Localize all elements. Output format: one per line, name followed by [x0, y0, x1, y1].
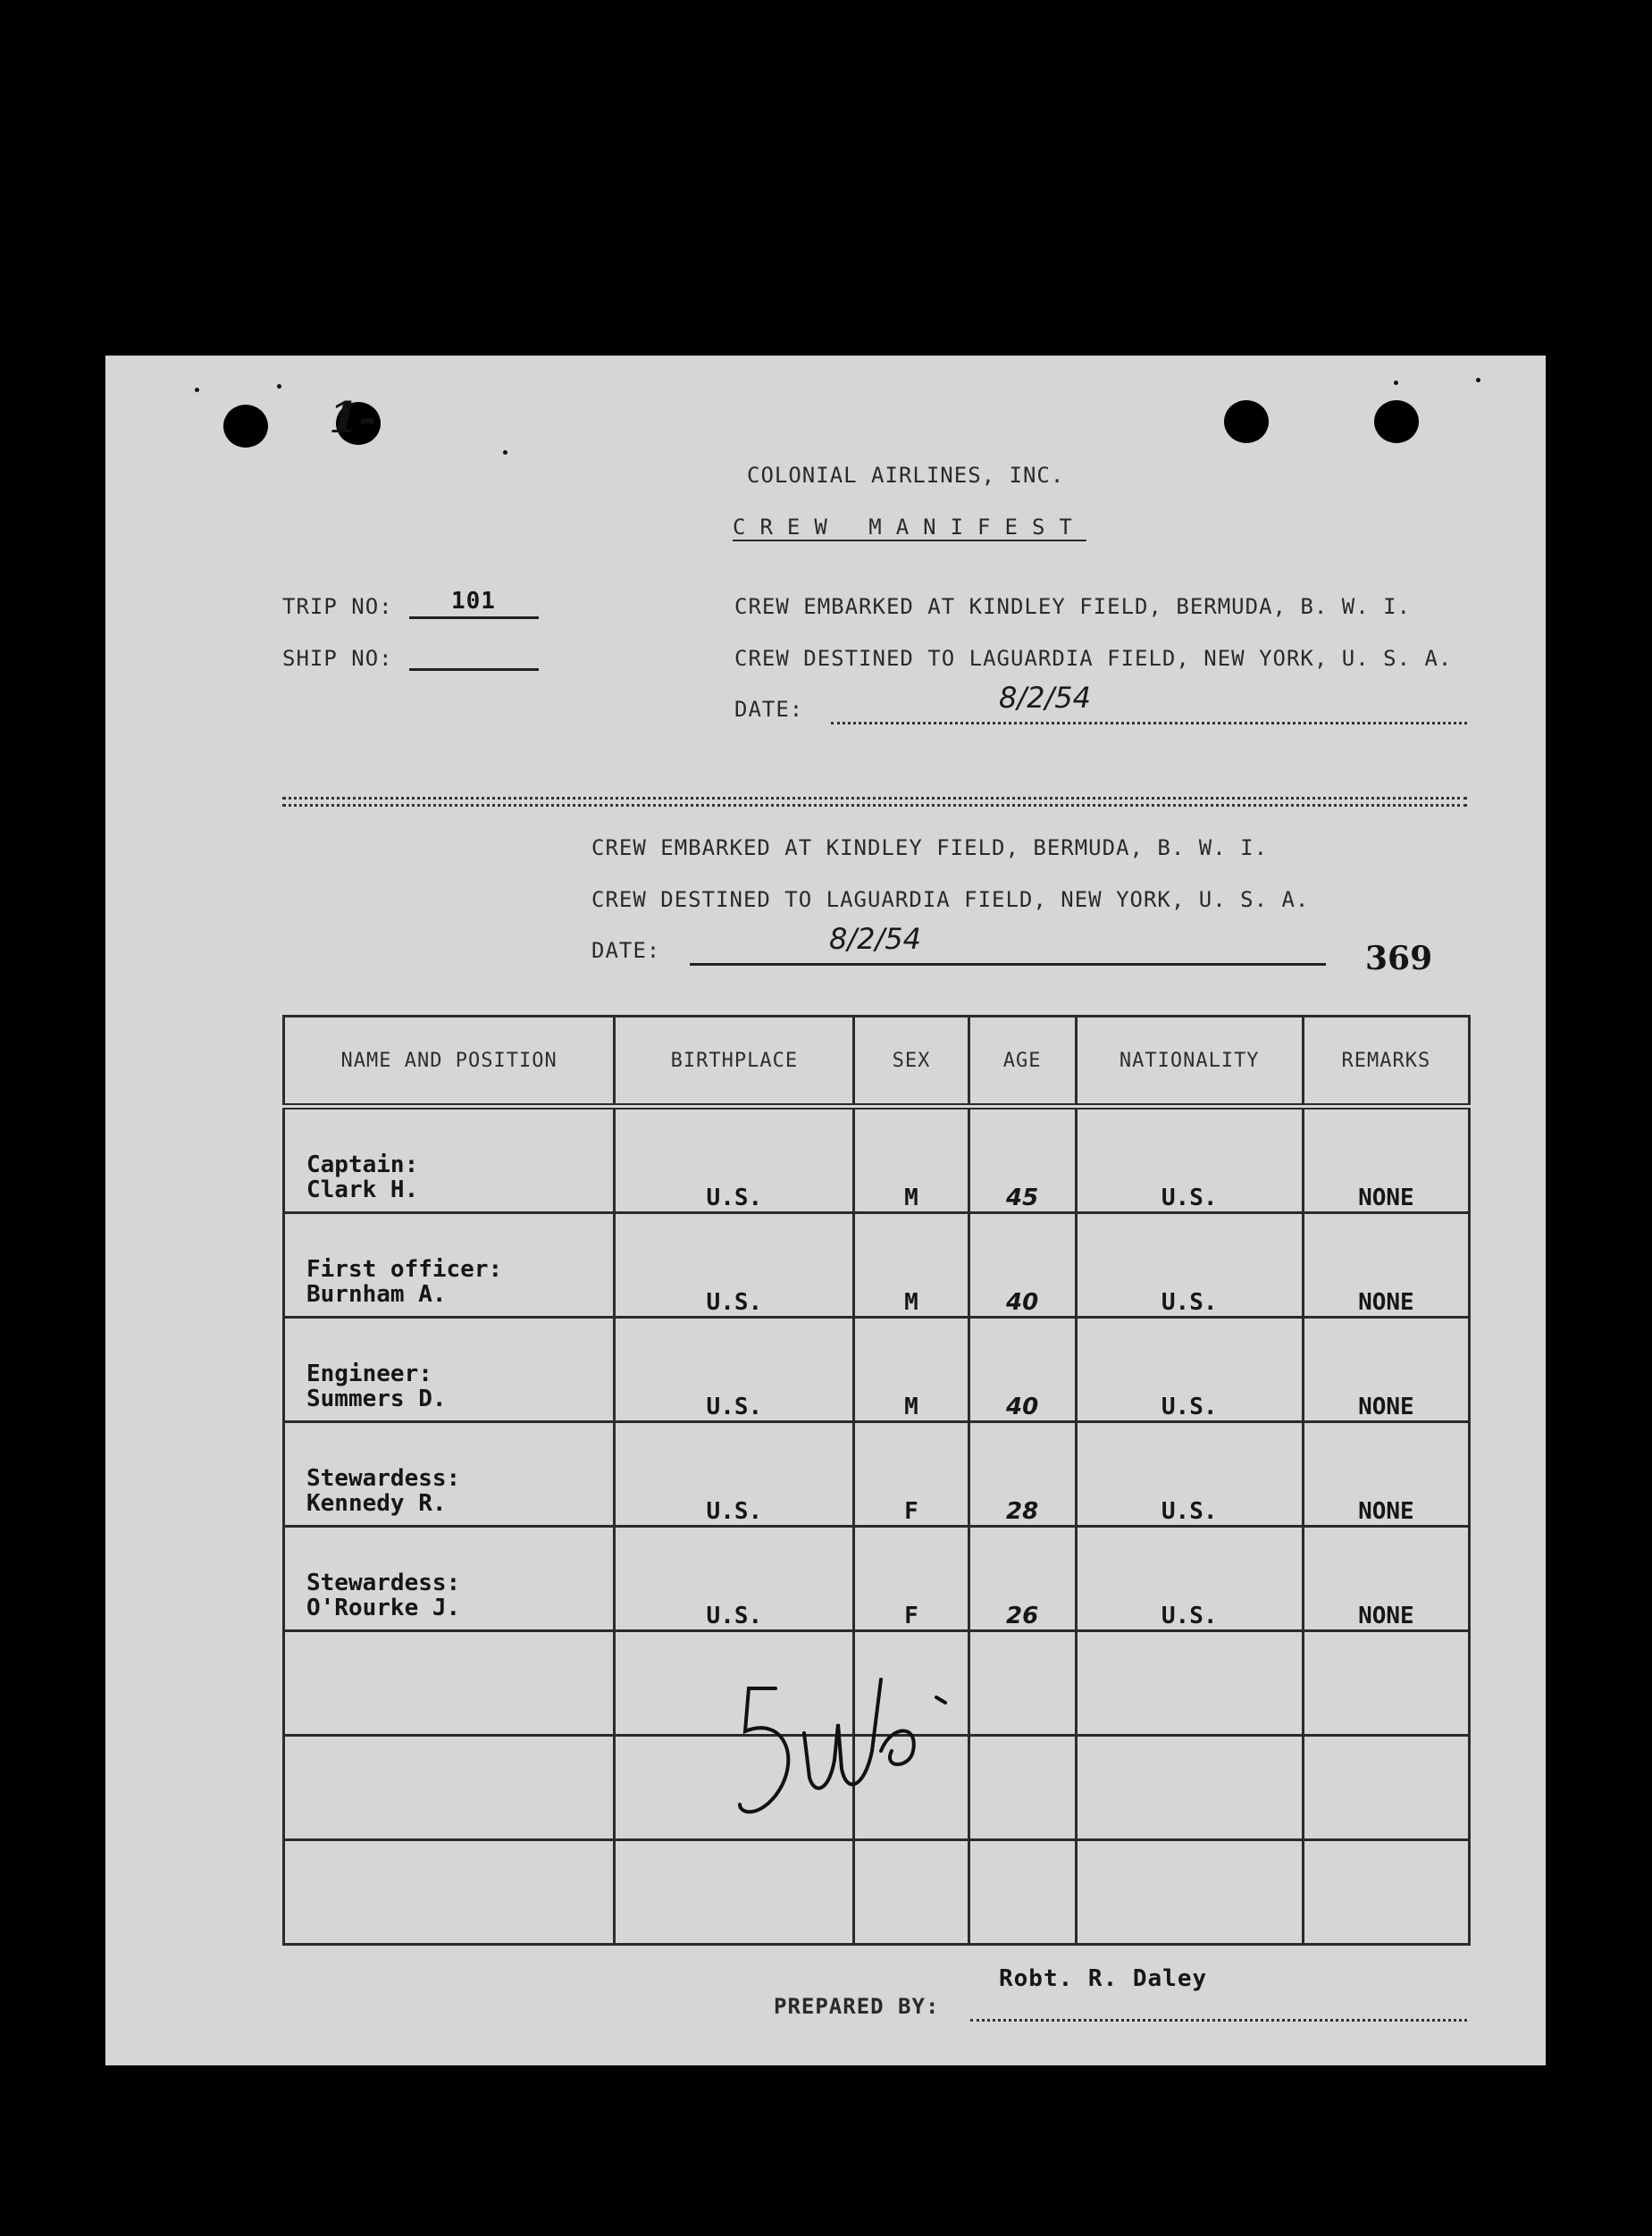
empty-cell [969, 1840, 1076, 1945]
name-cell [284, 1318, 615, 1422]
table-row [284, 1213, 1470, 1318]
empty-cell [1076, 1631, 1303, 1736]
empty-cell [284, 1631, 615, 1736]
remarks-cell: NONE [1303, 1422, 1469, 1527]
prepared-by-label: PREPARED BY: [774, 1994, 940, 2019]
ship-underline [409, 668, 539, 671]
nationality-cell: U.S. [1076, 1422, 1303, 1527]
punch-hole-right-2 [1374, 400, 1419, 443]
birthplace-cell: U.S. [615, 1422, 854, 1527]
sex-cell: F [854, 1422, 969, 1527]
date-underline-2 [690, 963, 1326, 966]
date-value-2: 8/2/54 [829, 922, 921, 956]
speck [1394, 381, 1398, 385]
date-underline [831, 722, 1467, 724]
destined-line: CREW DESTINED TO LAGUARDIA FIELD, NEW YORK, U. S. A. [734, 646, 1453, 671]
empty-cell [1303, 1631, 1469, 1736]
empty-cell [1076, 1736, 1303, 1840]
date-value: 8/2/54 [999, 681, 1091, 715]
embarked-line-2: CREW EMBARKED AT KINDLEY FIELD, BERMUDA, B. W. I. [591, 835, 1269, 860]
position-text: Captain: [306, 1151, 419, 1178]
nationality-cell: U.S. [1076, 1318, 1303, 1422]
remarks-cell: NONE [1303, 1107, 1469, 1213]
punch-hole-left [223, 405, 268, 448]
punch-hole-right-1 [1224, 400, 1269, 443]
document-title: CREW MANIFEST [733, 515, 1086, 540]
nationality-cell: U.S. [1076, 1527, 1303, 1631]
crew-name: O'Rourke J. [306, 1595, 461, 1621]
date-label: DATE: [734, 697, 804, 722]
table-row [284, 1422, 1470, 1527]
column-header-age: AGE [969, 1017, 1076, 1107]
remarks-cell: NONE [1303, 1213, 1469, 1318]
age-cell: 26 [969, 1527, 1076, 1631]
name-cell [284, 1527, 615, 1631]
section-divider [282, 797, 1467, 800]
destined-line-2: CREW DESTINED TO LAGUARDIA FIELD, NEW YORK, U. S. A. [591, 887, 1310, 912]
trip-underline [409, 616, 539, 619]
birthplace-cell: U.S. [615, 1107, 854, 1213]
column-header-remarks: REMARKS [1303, 1017, 1469, 1107]
marginal-mark: 1- [329, 393, 377, 443]
speck [195, 388, 199, 392]
column-header-birthplace: BIRTHPLACE [615, 1017, 854, 1107]
empty-cell [1076, 1840, 1303, 1945]
birthplace-cell: U.S. [615, 1318, 854, 1422]
company-name: COLONIAL AIRLINES, INC. [747, 463, 1065, 488]
column-header-name: NAME AND POSITION [284, 1017, 615, 1107]
age-cell: 28 [969, 1422, 1076, 1527]
crew-name: Clark H. [306, 1177, 419, 1203]
table-row [284, 1318, 1470, 1422]
table-row-empty [284, 1840, 1470, 1945]
remarks-cell: NONE [1303, 1318, 1469, 1422]
empty-cell [1303, 1736, 1469, 1840]
speck [1476, 378, 1480, 382]
speck [277, 384, 281, 389]
birthplace-cell: U.S. [615, 1213, 854, 1318]
sex-cell: M [854, 1213, 969, 1318]
position-text: Stewardess: [306, 1465, 461, 1492]
crew-name: Summers D. [306, 1386, 447, 1412]
page-number: 369 [1365, 940, 1433, 977]
section-divider [282, 804, 1467, 807]
empty-cell [284, 1736, 615, 1840]
crew-name: Burnham A. [306, 1281, 447, 1308]
ship-label: SHIP NO: [282, 646, 393, 671]
birthplace-cell: U.S. [615, 1527, 854, 1631]
trip-value: 101 [451, 588, 496, 615]
empty-cell [854, 1840, 969, 1945]
crew-name: Kennedy R. [306, 1490, 447, 1517]
name-cell [284, 1422, 615, 1527]
prepared-by-name: Robt. R. Daley [999, 1965, 1208, 1992]
sex-cell: M [854, 1318, 969, 1422]
nationality-cell: U.S. [1076, 1107, 1303, 1213]
trip-label: TRIP NO: [282, 594, 393, 619]
position-text: First officer: [306, 1256, 503, 1283]
empty-cell [615, 1840, 854, 1945]
empty-cell [284, 1840, 615, 1945]
speck [503, 450, 507, 455]
date-label-2: DATE: [591, 938, 661, 963]
empty-cell [1303, 1840, 1469, 1945]
handwritten-total-mark [722, 1626, 1008, 1831]
column-header-nationality: NATIONALITY [1076, 1017, 1303, 1107]
name-cell [284, 1107, 615, 1213]
remarks-cell: NONE [1303, 1527, 1469, 1631]
sex-cell: M [854, 1107, 969, 1213]
position-text: Stewardess: [306, 1570, 461, 1596]
age-cell: 40 [969, 1318, 1076, 1422]
nationality-cell: U.S. [1076, 1213, 1303, 1318]
sex-cell: F [854, 1527, 969, 1631]
position-text: Engineer: [306, 1361, 432, 1387]
name-cell [284, 1213, 615, 1318]
embarked-line: CREW EMBARKED AT KINDLEY FIELD, BERMUDA, B. W. I. [734, 594, 1412, 619]
prepared-underline [970, 2019, 1467, 2022]
column-header-sex: SEX [854, 1017, 969, 1107]
table-header-row [284, 1017, 1470, 1107]
table-row [284, 1107, 1470, 1213]
age-cell: 45 [969, 1107, 1076, 1213]
table-row [284, 1527, 1470, 1631]
age-cell: 40 [969, 1213, 1076, 1318]
